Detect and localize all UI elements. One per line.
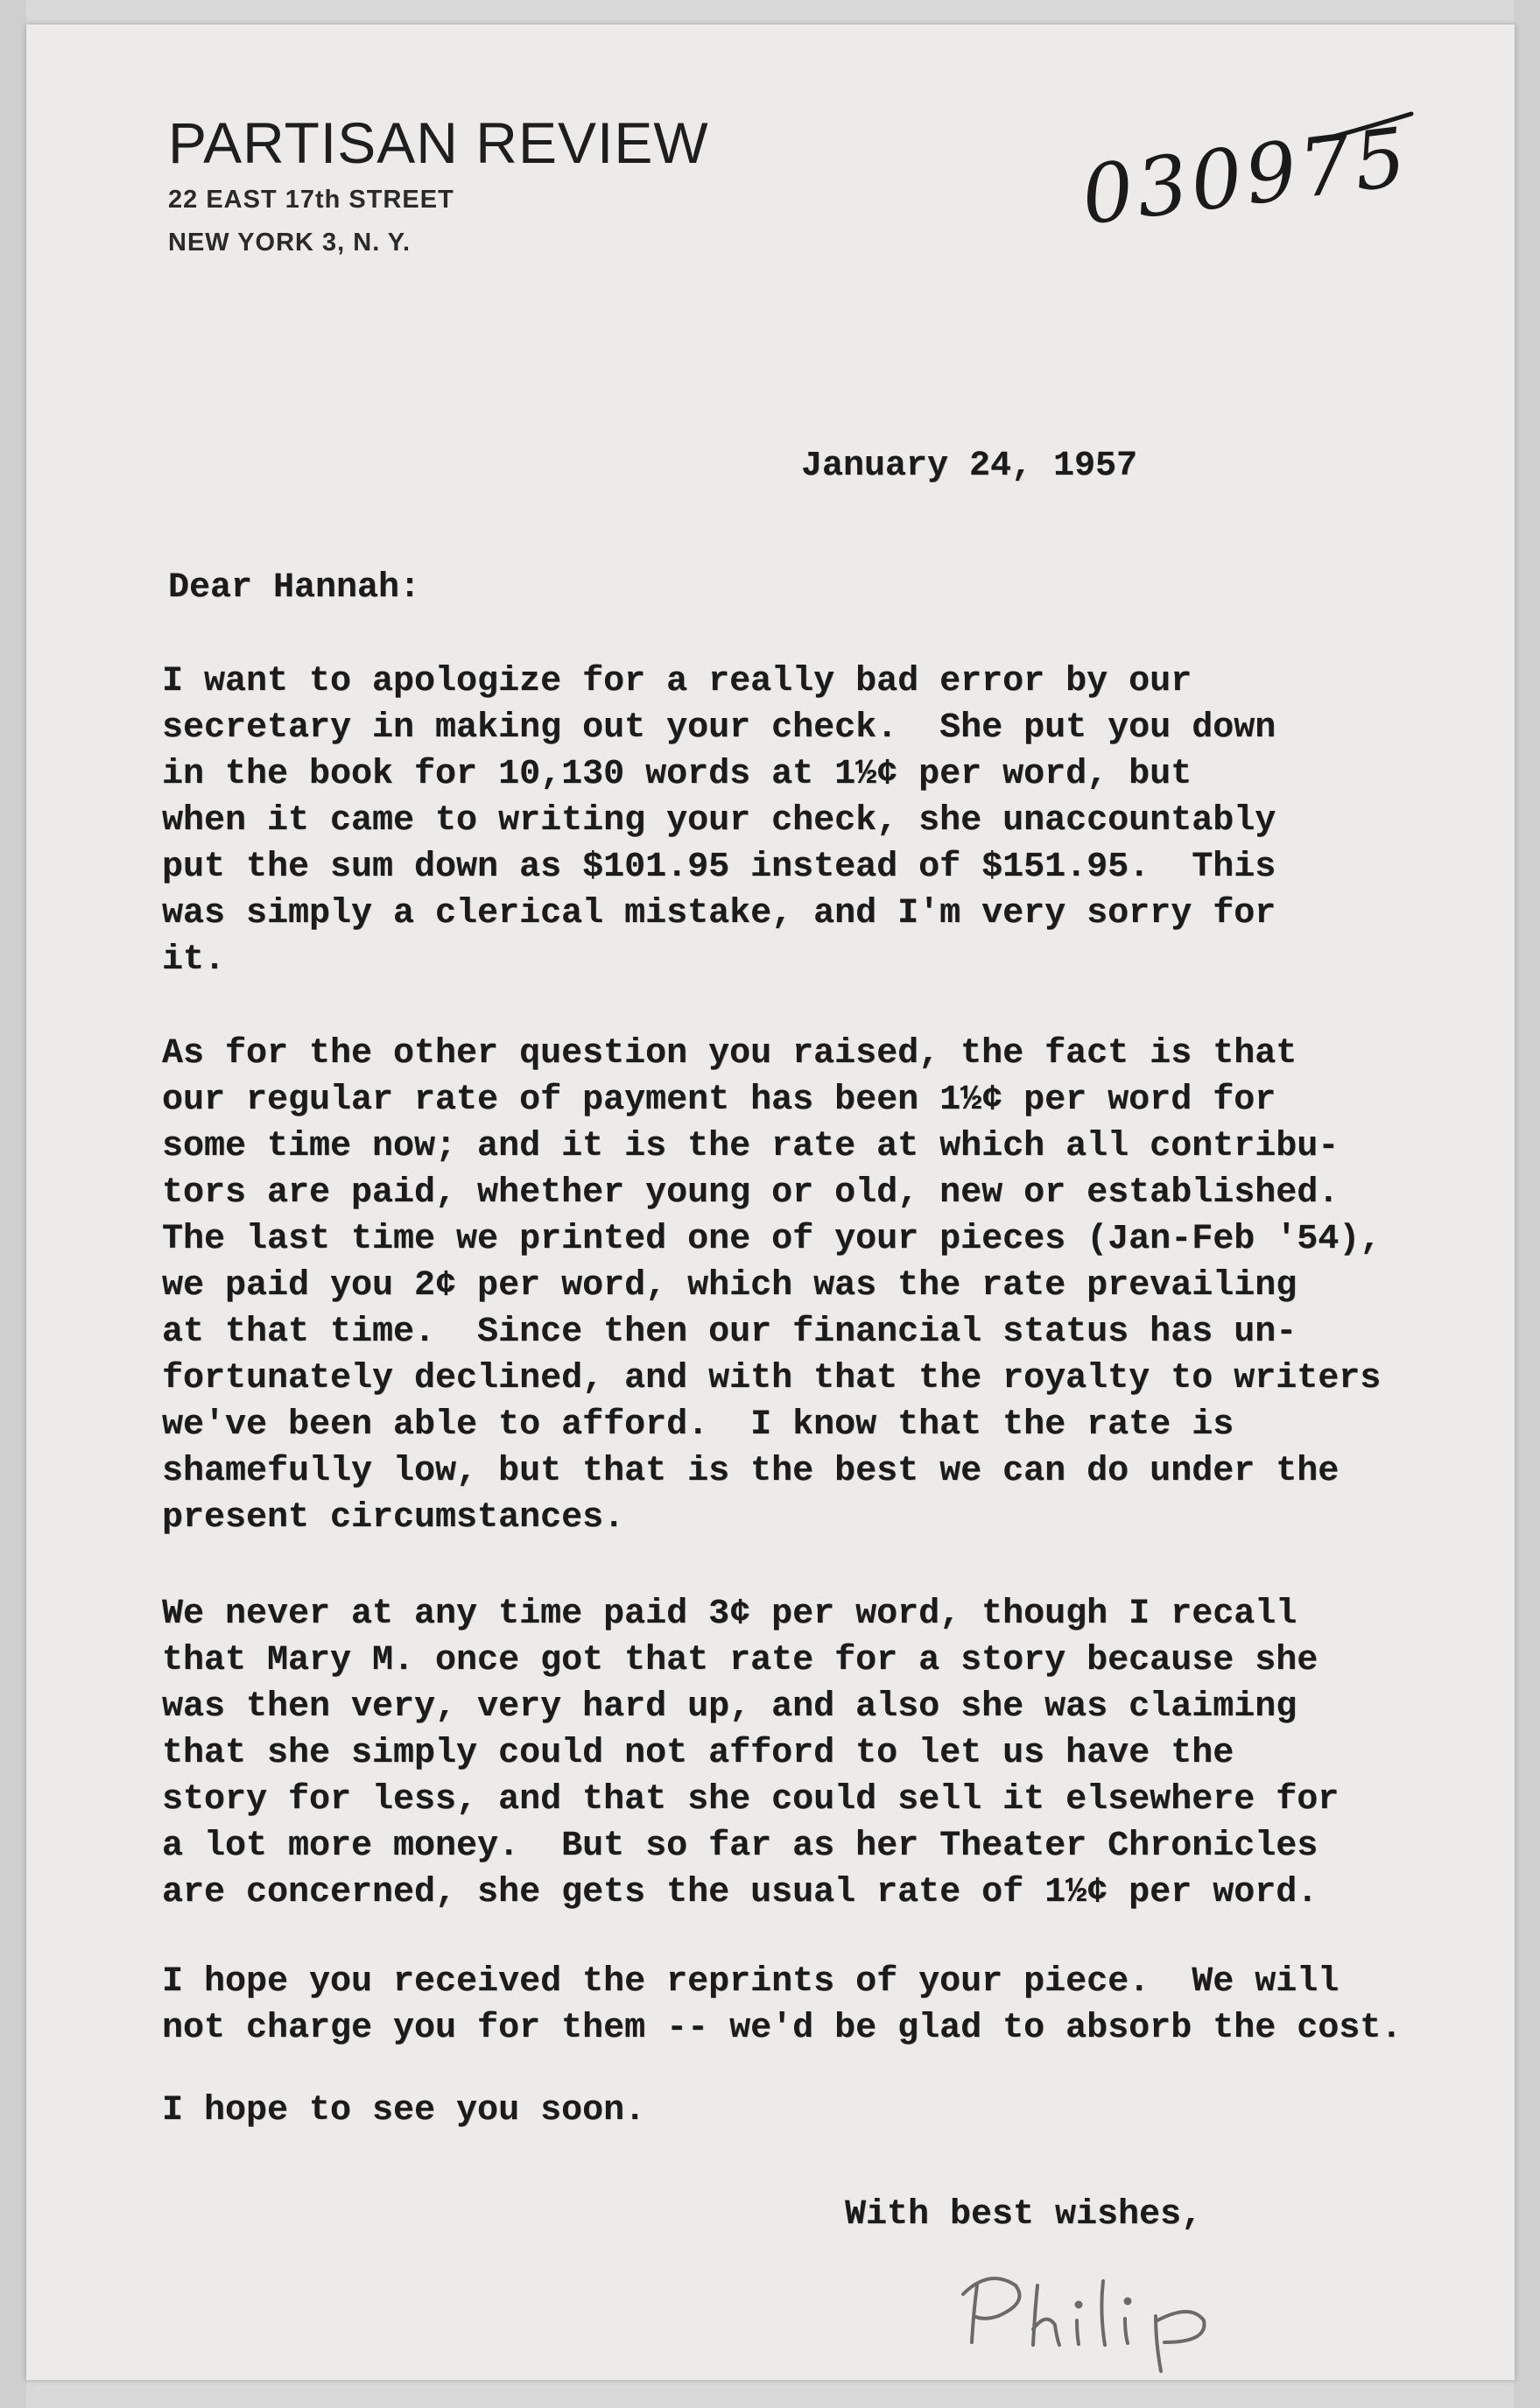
signature [954, 2259, 1269, 2373]
letterhead-street: 22 EAST 17th STREET [168, 186, 454, 214]
paragraph-rate: As for the other question you raised, the fact is that our regular rate of payment has been 1½¢ per word for some time now; and it is the rate at which all contribu- tors are paid, whether young or old, new or established. The last time we printed one of your pieces (Jan-Feb '54), we paid you 2¢ per word, which was the rate prevailing at that time. Since then our financial status has un- fortunately declined, and with that the royalty to writers we've been able to afford. I know that the rate is shamefully low, but that is the best we can do under the present circumstances. [162, 1034, 1382, 1538]
paragraph-mary: We never at any time paid 3¢ per word, though I recall that Mary M. once got that rate for a story because she was then very, very hard up, and also she was claiming that she simply could not afford to let us have the story for less, and that she could sell it elsewhere for a lot more money. But so far as her Theater Chronicles are concerned, she gets the usual rate of 1½¢ per word. [162, 1595, 1340, 1912]
letterhead [168, 110, 709, 257]
letterhead-city: NEW YORK 3, N. Y. [168, 229, 411, 257]
scan-border-right [1514, 0, 1540, 2408]
handwritten-stroke [1313, 110, 1418, 145]
paragraph-apology: I want to apologize for a really bad error by our secretary in making out your check. She put you down in the book for 10,130 words at 1½¢ per word, but when it came to writing your check, she unaccountably put the sum down as $101.95 instead of $151.95. This was simply a clerical mistake, and I'm very sorry for it. [162, 662, 1276, 980]
letter-date: January 24, 1957 [801, 447, 1138, 486]
letterhead-name: PARTISAN REVIEW [168, 110, 709, 175]
closing: With best wishes, [845, 2195, 1203, 2235]
paragraph-reprints: I hope you received the reprints of your piece. We will not charge you for them -- we'd be glad to absorb the cost. [162, 1962, 1403, 2048]
handwritten-file-number: 030975 [1076, 109, 1415, 243]
paragraph-see-you: I hope to see you soon. [162, 2091, 646, 2130]
salutation: Dear Hannah: [168, 568, 421, 608]
scan-border-left [0, 0, 26, 2408]
